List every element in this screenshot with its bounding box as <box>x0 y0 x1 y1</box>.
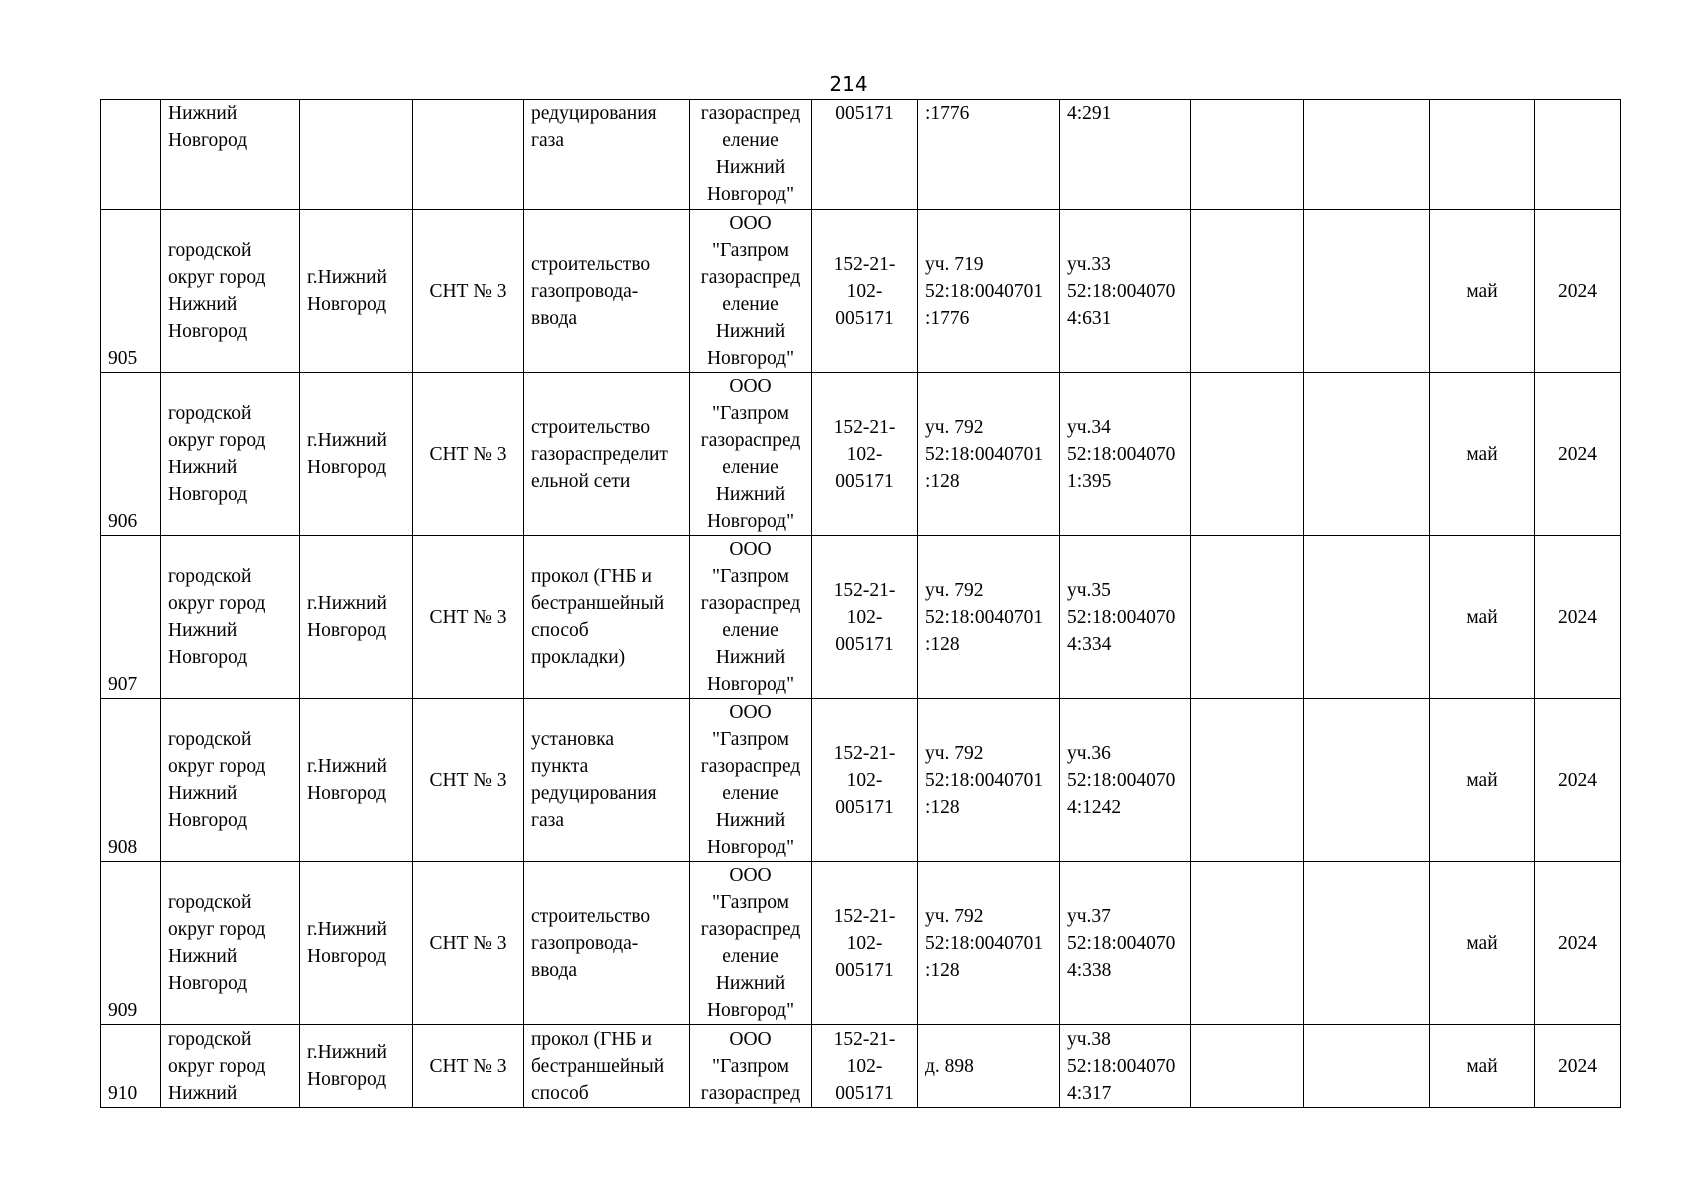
cell-line: 4:334 <box>1067 633 1112 655</box>
cell-line: ввода <box>531 307 578 329</box>
cell-cadastral <box>1060 373 1191 536</box>
cell-line: Нижний <box>168 1082 238 1104</box>
cell-line: установка <box>531 729 615 750</box>
cell-okrug <box>161 699 300 862</box>
cell-line: Новгород <box>168 647 248 668</box>
cell-line: 52:18:004070 <box>1067 280 1176 302</box>
cell-line: "Газпром <box>711 729 789 750</box>
cell-cadastral <box>1060 100 1191 210</box>
cell-line: Новгород <box>168 130 248 151</box>
cell-empty-1 <box>1191 373 1304 536</box>
cell-line: г.Нижний <box>307 267 387 288</box>
cell-line: прокол (ГНБ и <box>531 1028 652 1050</box>
cell-line: Новгород <box>307 620 387 641</box>
cell-work <box>524 1025 690 1108</box>
cell-line: "Газпром <box>711 892 789 913</box>
cell-line: 152-21- <box>833 253 896 275</box>
cell-line: городской <box>168 1028 252 1050</box>
cell-line: :1776 <box>925 307 970 329</box>
table-row <box>101 862 1621 1025</box>
cell-number: 907 <box>101 536 161 699</box>
cell-snt: СНТ № 3 <box>413 536 524 699</box>
cell-line: газораспред <box>700 756 801 777</box>
cell-line: 52:18:0040701 <box>925 443 1044 465</box>
cell-line: Новгород <box>307 783 387 804</box>
cell-line: 102- <box>846 769 883 791</box>
cell-line: городской <box>168 892 252 913</box>
cell-empty-2 <box>1304 1025 1430 1108</box>
cell-line: округ город <box>168 1055 266 1077</box>
cell-city <box>300 862 413 1025</box>
cell-line: ООО <box>729 702 772 723</box>
cell-okrug <box>161 536 300 699</box>
cell-line: 4:631 <box>1067 307 1112 329</box>
cell-line: прокол (ГНБ и <box>531 566 652 587</box>
cell-month: май <box>1430 1025 1535 1108</box>
cell-month: май <box>1430 536 1535 699</box>
cell-line: 52:18:0040701 <box>925 932 1044 954</box>
cell-line: "Газпром <box>711 566 789 587</box>
cell-line: Новгород" <box>706 511 795 532</box>
cell-line: 152-21- <box>833 416 896 438</box>
cell-line: газораспред <box>700 267 801 288</box>
cell-line: городской <box>168 240 252 261</box>
table-row <box>101 699 1621 862</box>
cell-line: городской <box>168 566 252 587</box>
table-body <box>101 100 1621 1108</box>
cell-number: 910 <box>101 1025 161 1108</box>
cell-line: 005171 <box>835 1082 894 1104</box>
cell-line: уч. 719 <box>925 253 984 275</box>
cell-plot <box>918 536 1060 699</box>
cell-empty-2 <box>1304 536 1430 699</box>
cell-line: газа <box>531 810 565 831</box>
cell-cadastral <box>1060 210 1191 373</box>
cell-line: 4:291 <box>1067 103 1112 124</box>
cell-plot <box>918 100 1060 210</box>
cell-month: май <box>1430 862 1535 1025</box>
cell-work <box>524 699 690 862</box>
cell-line: уч.35 <box>1067 579 1111 601</box>
cell-work <box>524 862 690 1025</box>
cell-line: :128 <box>925 470 960 492</box>
cell-line: газораспред <box>700 1082 801 1104</box>
cell-work <box>524 100 690 210</box>
document-table <box>100 99 1621 1108</box>
cell-line: г.Нижний <box>307 430 387 451</box>
cell-line: газораспред <box>700 430 801 451</box>
cell-line: Новгород <box>307 457 387 478</box>
cell-code <box>812 100 918 210</box>
cell-line: прокладки) <box>531 647 626 668</box>
cell-month: май <box>1430 210 1535 373</box>
cell-line: г.Нижний <box>307 593 387 614</box>
cell-line: уч.38 <box>1067 1028 1111 1050</box>
cell-work <box>524 210 690 373</box>
cell-city <box>300 699 413 862</box>
cell-line: газораспред <box>700 103 801 124</box>
cell-year: 2024 <box>1535 373 1621 536</box>
cell-line: :128 <box>925 959 960 981</box>
cell-organization <box>690 536 812 699</box>
cell-line: еление <box>722 294 779 315</box>
cell-line: 52:18:004070 <box>1067 769 1176 791</box>
cell-line: способ <box>531 1082 589 1104</box>
cell-line: Новгород <box>168 810 248 831</box>
table-row <box>101 373 1621 536</box>
cell-line: газопровода- <box>531 932 639 954</box>
cell-city <box>300 373 413 536</box>
cell-line: газа <box>531 130 565 151</box>
cell-year: 2024 <box>1535 1025 1621 1108</box>
cell-line: :128 <box>925 796 960 818</box>
cell-line: Нижний <box>168 620 238 641</box>
cell-line: 4:1242 <box>1067 796 1122 818</box>
cell-empty-2 <box>1304 862 1430 1025</box>
cell-line: 52:18:0040701 <box>925 606 1044 628</box>
cell-organization <box>690 862 812 1025</box>
cell-line: городской <box>168 729 252 750</box>
cell-month <box>1430 100 1535 210</box>
cell-line: еление <box>722 946 779 967</box>
cell-line: :128 <box>925 633 960 655</box>
cell-organization <box>690 699 812 862</box>
cell-month: май <box>1430 373 1535 536</box>
cell-line: Новгород" <box>706 837 795 858</box>
table-row <box>101 1025 1621 1108</box>
cell-line: Новгород" <box>706 674 795 695</box>
cell-year: 2024 <box>1535 862 1621 1025</box>
cell-line: 152-21- <box>833 1028 896 1050</box>
cell-code <box>812 373 918 536</box>
cell-line: ООО <box>729 865 772 886</box>
cell-line: Нижний <box>168 457 238 478</box>
cell-plot <box>918 862 1060 1025</box>
cell-line: городской <box>168 403 252 424</box>
cell-line: 52:18:004070 <box>1067 606 1176 628</box>
cell-line: еление <box>722 457 779 478</box>
cell-line: Новгород <box>168 973 248 994</box>
cell-line: Нижний <box>715 810 786 831</box>
cell-line: Нижний <box>168 946 238 967</box>
cell-empty-2 <box>1304 699 1430 862</box>
cell-okrug <box>161 100 300 210</box>
cell-line: Новгород" <box>706 348 795 369</box>
cell-year: 2024 <box>1535 536 1621 699</box>
cell-city <box>300 100 413 210</box>
cell-year: 2024 <box>1535 210 1621 373</box>
cell-line: округ город <box>168 430 266 451</box>
cell-line: 152-21- <box>833 579 896 601</box>
cell-number: 905 <box>101 210 161 373</box>
cell-line: 102- <box>846 280 883 302</box>
cell-okrug <box>161 210 300 373</box>
cell-line: 102- <box>846 1055 883 1077</box>
cell-line: 102- <box>846 932 883 954</box>
cell-cadastral <box>1060 1025 1191 1108</box>
cell-empty-1 <box>1191 536 1304 699</box>
cell-line: пункта <box>531 756 589 777</box>
cell-line: 005171 <box>835 796 894 818</box>
cell-line: строительство <box>531 416 651 438</box>
cell-organization <box>690 100 812 210</box>
cell-cadastral <box>1060 536 1191 699</box>
cell-line: 005171 <box>835 959 894 981</box>
cell-empty-2 <box>1304 373 1430 536</box>
cell-number <box>101 100 161 210</box>
cell-line: 52:18:004070 <box>1067 443 1176 465</box>
cell-line: 152-21- <box>833 905 896 927</box>
cell-empty-1 <box>1191 1025 1304 1108</box>
cell-line: г.Нижний <box>307 919 387 940</box>
cell-empty-1 <box>1191 699 1304 862</box>
cell-line: ООО <box>729 539 772 560</box>
cell-year <box>1535 100 1621 210</box>
cell-line: Нижний <box>715 321 786 342</box>
cell-okrug <box>161 1025 300 1108</box>
cell-line: Нижний <box>715 973 786 994</box>
cell-line: округ город <box>168 267 266 288</box>
cell-okrug <box>161 862 300 1025</box>
cell-plot <box>918 373 1060 536</box>
cell-snt: СНТ № 3 <box>413 1025 524 1108</box>
cell-empty-1 <box>1191 210 1304 373</box>
cell-line: еление <box>722 620 779 641</box>
cell-line: 4:338 <box>1067 959 1112 981</box>
cell-line: еление <box>722 783 779 804</box>
cell-line: г.Нижний <box>307 1042 387 1063</box>
cell-number: 909 <box>101 862 161 1025</box>
cell-line: уч. 792 <box>925 416 984 438</box>
cell-line: Новгород" <box>706 1000 795 1021</box>
cell-code <box>812 862 918 1025</box>
cell-line: редуцирования <box>531 783 657 804</box>
cell-line: "Газпром <box>711 403 789 424</box>
cell-line: 102- <box>846 606 883 628</box>
cell-snt: СНТ № 3 <box>413 210 524 373</box>
cell-line: "Газпром <box>711 240 789 261</box>
page-number: 214 <box>829 72 868 96</box>
cell-line: Нижний <box>168 103 238 124</box>
cell-line: ООО <box>729 213 772 234</box>
cell-line: уч.33 <box>1067 253 1111 275</box>
cell-line: 52:18:004070 <box>1067 1055 1176 1077</box>
cell-snt <box>413 100 524 210</box>
cell-line: "Газпром <box>711 1055 789 1077</box>
cell-line: уч. 792 <box>925 579 984 601</box>
cell-line: 102- <box>846 443 883 465</box>
cell-city <box>300 536 413 699</box>
cell-empty-1 <box>1191 862 1304 1025</box>
cell-empty-2 <box>1304 210 1430 373</box>
cell-code <box>812 210 918 373</box>
cell-line: Нижний <box>715 157 786 178</box>
cell-line: Новгород" <box>706 184 795 205</box>
cell-line: редуцирования <box>531 103 657 124</box>
cell-line: 1:395 <box>1067 470 1112 492</box>
cell-line: 152-21- <box>833 742 896 764</box>
cell-cadastral <box>1060 862 1191 1025</box>
cell-line: округ город <box>168 756 266 777</box>
cell-month: май <box>1430 699 1535 862</box>
cell-line: Нижний <box>715 647 786 668</box>
cell-okrug <box>161 373 300 536</box>
cell-line: Новгород <box>168 321 248 342</box>
cell-cadastral <box>1060 699 1191 862</box>
cell-line: ельной сети <box>531 470 631 492</box>
cell-code <box>812 536 918 699</box>
table-row <box>101 536 1621 699</box>
table-row <box>101 210 1621 373</box>
cell-line: бестраншейный <box>531 593 665 614</box>
cell-line: 4:317 <box>1067 1082 1112 1104</box>
cell-year: 2024 <box>1535 699 1621 862</box>
cell-snt: СНТ № 3 <box>413 862 524 1025</box>
table-row-continuation <box>101 100 1621 210</box>
cell-line: 005171 <box>835 307 894 329</box>
cell-line: уч. 792 <box>925 742 984 764</box>
cell-line: строительство <box>531 905 651 927</box>
cell-line: г.Нижний <box>307 756 387 777</box>
cell-line: Новгород <box>168 484 248 505</box>
cell-line: ввода <box>531 959 578 981</box>
cell-organization <box>690 1025 812 1108</box>
cell-line: 52:18:004070 <box>1067 932 1176 954</box>
cell-line: бестраншейный <box>531 1055 665 1077</box>
cell-line: Новгород <box>307 946 387 967</box>
cell-empty-1 <box>1191 100 1304 210</box>
cell-line: газораспред <box>700 593 801 614</box>
cell-line: уч.37 <box>1067 905 1111 927</box>
cell-organization <box>690 373 812 536</box>
cell-number: 908 <box>101 699 161 862</box>
cell-city <box>300 1025 413 1108</box>
cell-line: Нижний <box>715 484 786 505</box>
cell-city <box>300 210 413 373</box>
cell-line: Нижний <box>168 294 238 315</box>
cell-line: строительство <box>531 253 651 275</box>
cell-line: газопровода- <box>531 280 639 302</box>
cell-line: 005171 <box>835 633 894 655</box>
cell-code <box>812 1025 918 1108</box>
cell-snt: СНТ № 3 <box>413 373 524 536</box>
cell-line: 005171 <box>835 103 894 124</box>
cell-plot <box>918 1025 1060 1108</box>
cell-plot <box>918 210 1060 373</box>
cell-empty-2 <box>1304 100 1430 210</box>
cell-line: округ город <box>168 919 266 940</box>
cell-line: уч. 792 <box>925 905 984 927</box>
cell-line: 005171 <box>835 470 894 492</box>
cell-line: Нижний <box>168 783 238 804</box>
cell-organization <box>690 210 812 373</box>
cell-line: уч.34 <box>1067 416 1111 438</box>
cell-code <box>812 699 918 862</box>
cell-line: Новгород <box>307 1069 387 1090</box>
cell-line: 52:18:0040701 <box>925 280 1044 302</box>
cell-line: газораспределит <box>531 443 668 465</box>
cell-plot <box>918 699 1060 862</box>
cell-line: способ <box>531 620 589 641</box>
cell-number: 906 <box>101 373 161 536</box>
cell-line: 52:18:0040701 <box>925 769 1044 791</box>
cell-line: д. 898 <box>925 1055 974 1077</box>
cell-line: уч.36 <box>1067 742 1111 764</box>
cell-line: еление <box>722 130 779 151</box>
cell-line: ООО <box>729 376 772 397</box>
cell-snt: СНТ № 3 <box>413 699 524 862</box>
cell-work <box>524 536 690 699</box>
cell-work <box>524 373 690 536</box>
cell-line: газораспред <box>700 919 801 940</box>
cell-line: Новгород <box>307 294 387 315</box>
cell-line: округ город <box>168 593 266 614</box>
cell-line: ООО <box>729 1028 772 1050</box>
cell-line: :1776 <box>925 103 970 124</box>
